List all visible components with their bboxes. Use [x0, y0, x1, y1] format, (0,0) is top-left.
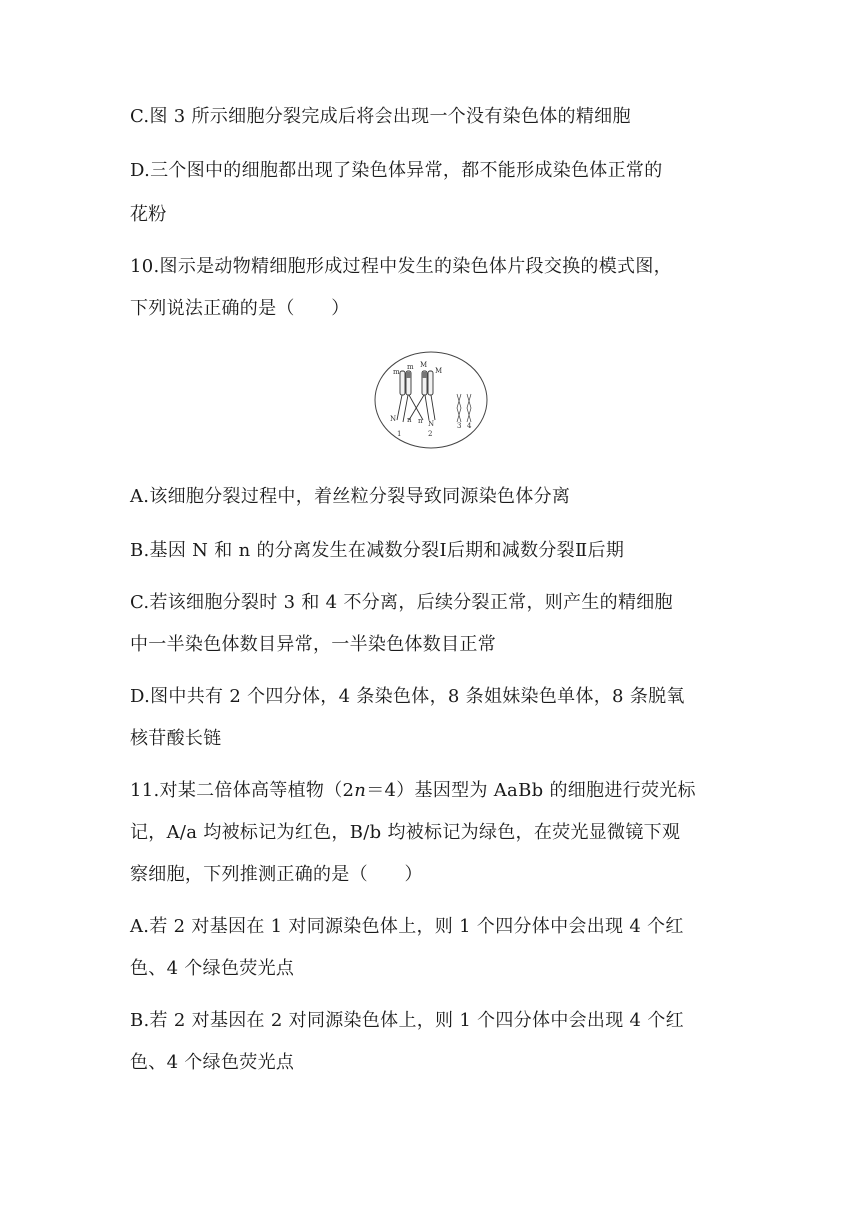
q11-option-b-line2: 色、4 个绿色荧光点 [130, 1052, 295, 1073]
q10-option-b: B.基因 N 和 n 的分离发生在减数分裂Ⅰ后期和减数分裂Ⅱ后期 [130, 540, 625, 561]
q11-stem-post: ＝4）基因型为 AaBb 的细胞进行荧光标 [366, 780, 696, 801]
q10-option-d-line1: D.图中共有 2 个四分体，4 条染色体，8 条姐妹染色单体，8 条脱氧 [130, 686, 685, 707]
label-2: 2 [428, 430, 433, 438]
q11-stem-line1 [130, 778, 696, 804]
q9-option-d-line1: D.三个图中的细胞都出现了染色体异常，都不能形成染色体正常的 [130, 160, 663, 181]
q11-option-a-line1: A.若 2 对基因在 1 对同源染色体上，则 1 个四分体中会出现 4 个红 [130, 916, 684, 937]
label-m-mid: m [407, 363, 414, 371]
chromatid-2b [428, 371, 433, 395]
chromosome-3 [457, 394, 461, 422]
label-4: 4 [467, 422, 472, 430]
homologous-pair-1-2 [397, 371, 435, 422]
label-N-mid: N [428, 420, 435, 428]
q10-option-c-line1: C.若该细胞分裂时 3 和 4 不分离，后续分裂正常，则产生的精细胞 [130, 592, 673, 613]
q11-option-b-line1: B.若 2 对基因在 2 对同源染色体上，则 1 个四分体中会出现 4 个红 [130, 1010, 684, 1031]
chromosome-4 [467, 394, 471, 422]
chromatid-1a [400, 371, 405, 395]
q11-stem-line2: 记，A/a 均被标记为红色，B/b 均被标记为绿色，在荧光显微镜下观 [130, 822, 681, 843]
label-M-mid: M [420, 361, 428, 369]
label-m-left: m [393, 368, 400, 376]
q10-option-a: A.该细胞分裂过程中，着丝粒分裂导致同源染色体分离 [130, 486, 571, 507]
homologous-pair-3-4 [457, 394, 471, 422]
chromosome-crossover-figure [373, 350, 489, 450]
label-M-right: M [435, 367, 443, 375]
label-1: 1 [397, 430, 402, 438]
q11-stem-line3: 察细胞，下列推测正确的是（ ） [130, 864, 423, 885]
q11-stem-n: n [354, 780, 367, 801]
q11-stem-pre: 11.对某二倍体高等植物（2 [130, 780, 355, 801]
cell-diagram [373, 350, 489, 450]
q10-option-d-line2: 核苷酸长链 [130, 728, 222, 749]
q9-option-d-line2: 花粉 [130, 204, 167, 225]
q10-stem-line2: 下列说法正确的是（ ） [130, 298, 350, 319]
q9-option-c: C.图 3 所示细胞分裂完成后将会出现一个没有染色体的精细胞 [130, 106, 631, 127]
label-N-left: N [390, 415, 397, 423]
shaded-segment [406, 372, 427, 378]
label-3: 3 [457, 422, 462, 430]
label-n-1: n [407, 416, 412, 424]
label-n-2: n [418, 417, 423, 425]
q10-option-c-line2: 中一半染色体数目异常，一半染色体数目正常 [130, 634, 496, 655]
crossover-lines [397, 395, 435, 422]
q11-option-a-line2: 色、4 个绿色荧光点 [130, 958, 295, 979]
q10-stem-line1: 10.图示是动物精细胞形成过程中发生的染色体片段交换的模式图， [130, 256, 672, 277]
